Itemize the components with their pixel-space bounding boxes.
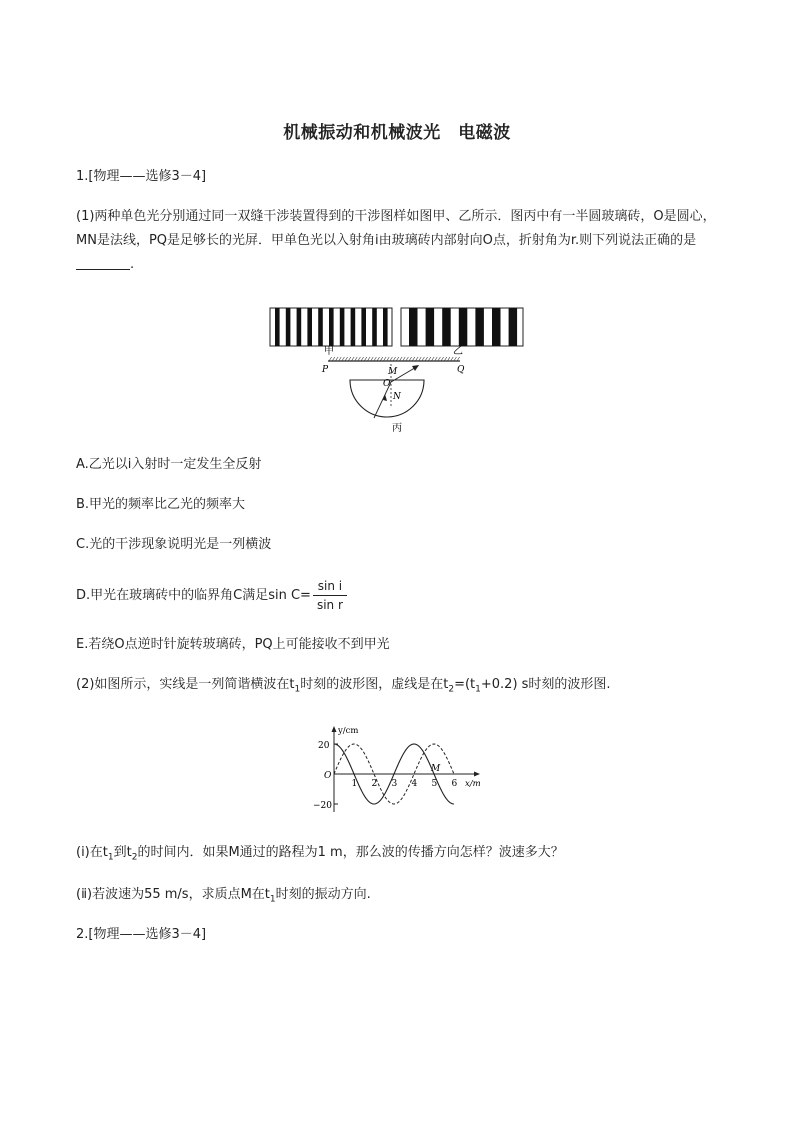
sub-i-prefix: (ⅰ)在t [76, 845, 108, 860]
hatch-mark [425, 357, 428, 361]
label-n: N [393, 392, 401, 402]
hatch-mark [403, 357, 406, 361]
hatch-mark [329, 357, 332, 361]
x-tick-label: 3 [391, 779, 398, 789]
x-tick-label: 1 [351, 779, 358, 789]
hatch-mark [451, 357, 454, 361]
hatch-mark [361, 357, 364, 361]
label-m: M [388, 367, 398, 377]
fringe-jia [372, 308, 377, 346]
part2-mid: 时刻的波形图，虚线是在t [300, 677, 449, 692]
x-axis-arrow [474, 772, 480, 777]
option-e: E.若绕O点逆时针旋转玻璃砖，PQ上可能接收不到甲光 [76, 637, 390, 652]
y-axis-arrow [332, 726, 337, 732]
x-tick-label: 2 [371, 779, 378, 789]
subscript-2: 2 [448, 684, 455, 695]
label-yi: 乙 [453, 346, 463, 357]
hatch-mark [351, 357, 354, 361]
hatch-mark [415, 357, 418, 361]
hatch-mark [358, 357, 361, 361]
sub-question-ii [76, 886, 371, 909]
part2-prefix: (2)如图所示，实线是一列简谐横波在t [76, 677, 295, 692]
option-d [76, 577, 347, 615]
fringe-yi [426, 308, 435, 346]
fringe-jia [329, 308, 334, 346]
refracted-ray-arrow [412, 365, 419, 371]
hatch-mark [438, 357, 441, 361]
hatch-mark [431, 357, 434, 361]
question-1-part-1-text [76, 205, 722, 277]
x-tick-labels [352, 779, 458, 789]
fraction-numerator: sin i [313, 578, 347, 596]
fringe-jia [383, 308, 388, 346]
page-title: 机械振动和机械波光 电磁波 [283, 123, 511, 143]
fringe-jia [340, 308, 345, 346]
hatch-mark [377, 357, 380, 361]
question-2-header: 2.[物理——选修3－4] [76, 927, 207, 942]
hatch-mark [355, 357, 358, 361]
option-b: B.甲光的频率比乙光的频率大 [76, 497, 246, 512]
subscript-1: 1 [294, 684, 301, 695]
fraction-denominator: sin r [316, 598, 343, 612]
point-m-label: M [431, 764, 441, 774]
fringe-yi [475, 308, 484, 346]
label-p: P [322, 365, 329, 375]
hatch-mark [339, 357, 342, 361]
part2-mid2: =(t [454, 677, 476, 692]
sub-i-suffix: 的时间内．如果M通过的路程为1 m，那么波的传播方向怎样？波速多大？ [137, 845, 564, 860]
hatch-mark [342, 357, 345, 361]
hatch-mark [447, 357, 450, 361]
hatch-mark [374, 357, 377, 361]
y-min-label: −20 [313, 801, 332, 811]
y-axis-label: y/cm [338, 726, 359, 736]
sub-i-subscript-1: 1 [107, 852, 114, 863]
label-q: Q [457, 365, 465, 375]
hatch-mark [428, 357, 431, 361]
screen-hatching [329, 357, 460, 361]
fringe-jia [286, 308, 291, 346]
fringe-jia [275, 308, 280, 346]
hatch-mark [345, 357, 348, 361]
hatch-mark [380, 357, 383, 361]
fringe-yi [509, 308, 517, 346]
fringe-yi [492, 308, 501, 346]
hatch-mark [419, 357, 422, 361]
fringe-yi [442, 308, 451, 346]
hatch-mark [441, 357, 444, 361]
fringe-jia [307, 308, 312, 346]
label-jia: 甲 [324, 346, 334, 357]
fringe-jia [361, 308, 366, 346]
hatch-mark [406, 357, 409, 361]
sub-question-i [76, 844, 564, 867]
answer-blank [76, 255, 130, 270]
x-tick-label: 4 [411, 779, 418, 789]
sub-ii-prefix: (ⅱ)若波速为55 m/s，求质点M在t [76, 887, 270, 902]
fringe-jia [297, 308, 302, 346]
hatch-mark [454, 357, 457, 361]
fringe-yi [409, 308, 418, 346]
origin-label: O [324, 771, 332, 781]
hatch-mark [435, 357, 438, 361]
hatch-mark [396, 357, 399, 361]
hatch-mark [393, 357, 396, 361]
x-axis-label: x/m [465, 779, 481, 789]
option-d-fraction [313, 578, 347, 613]
hatch-mark [371, 357, 374, 361]
sub-ii-suffix: 时刻的振动方向. [275, 887, 371, 902]
hatch-mark [332, 357, 335, 361]
hatch-mark [335, 357, 338, 361]
fringe-yi [459, 308, 468, 346]
y-max-label: 20 [318, 741, 330, 751]
hatch-mark [383, 357, 386, 361]
figure-interference-setup [262, 302, 532, 437]
hatch-mark [444, 357, 447, 361]
hatch-mark [399, 357, 402, 361]
option-a: A.乙光以i入射时一定发生全反射 [76, 457, 262, 472]
question-1-intro: (1)两种单色光分别通过同一双缝干涉装置得到的干涉图样如图甲、乙所示．图丙中有一半圆玻璃砖，O是圆心，MN是法线，PQ是足够长的光屏．甲单色光以入射角i由玻璃砖内部射向O点，折射角为r.则下列说法正确的是 [76, 209, 716, 248]
question-1-part-2-text [76, 676, 611, 699]
figure-wave-graph [308, 720, 488, 820]
hatch-mark [457, 357, 460, 361]
hatch-mark [409, 357, 412, 361]
sub-ii-subscript-1: 1 [269, 894, 276, 905]
hatch-mark [422, 357, 425, 361]
hatch-mark [348, 357, 351, 361]
option-d-prefix: D.甲光在玻璃砖中的临界角C满足sin C= [76, 588, 311, 603]
sub-i-mid: 到t [113, 845, 132, 860]
hatch-mark [364, 357, 367, 361]
option-c: C.光的干涉现象说明光是一列横波 [76, 537, 272, 552]
fringe-jia [351, 308, 356, 346]
fringe-jia [318, 308, 323, 346]
intro-end-period: . [130, 257, 135, 272]
hatch-mark [387, 357, 390, 361]
hatch-mark [390, 357, 393, 361]
label-o: O [383, 379, 391, 389]
label-bing: 丙 [392, 423, 402, 434]
x-tick-label: 6 [451, 779, 458, 789]
hatch-mark [367, 357, 370, 361]
hatch-mark [412, 357, 415, 361]
subscript-1b: 1 [475, 684, 481, 695]
sub-i-subscript-2: 2 [131, 852, 138, 863]
question-1-header: 1.[物理——选修3－4] [76, 169, 207, 184]
part2-suffix: +0.2) s时刻的波形图. [480, 677, 611, 692]
x-tick-label: 5 [431, 779, 438, 789]
